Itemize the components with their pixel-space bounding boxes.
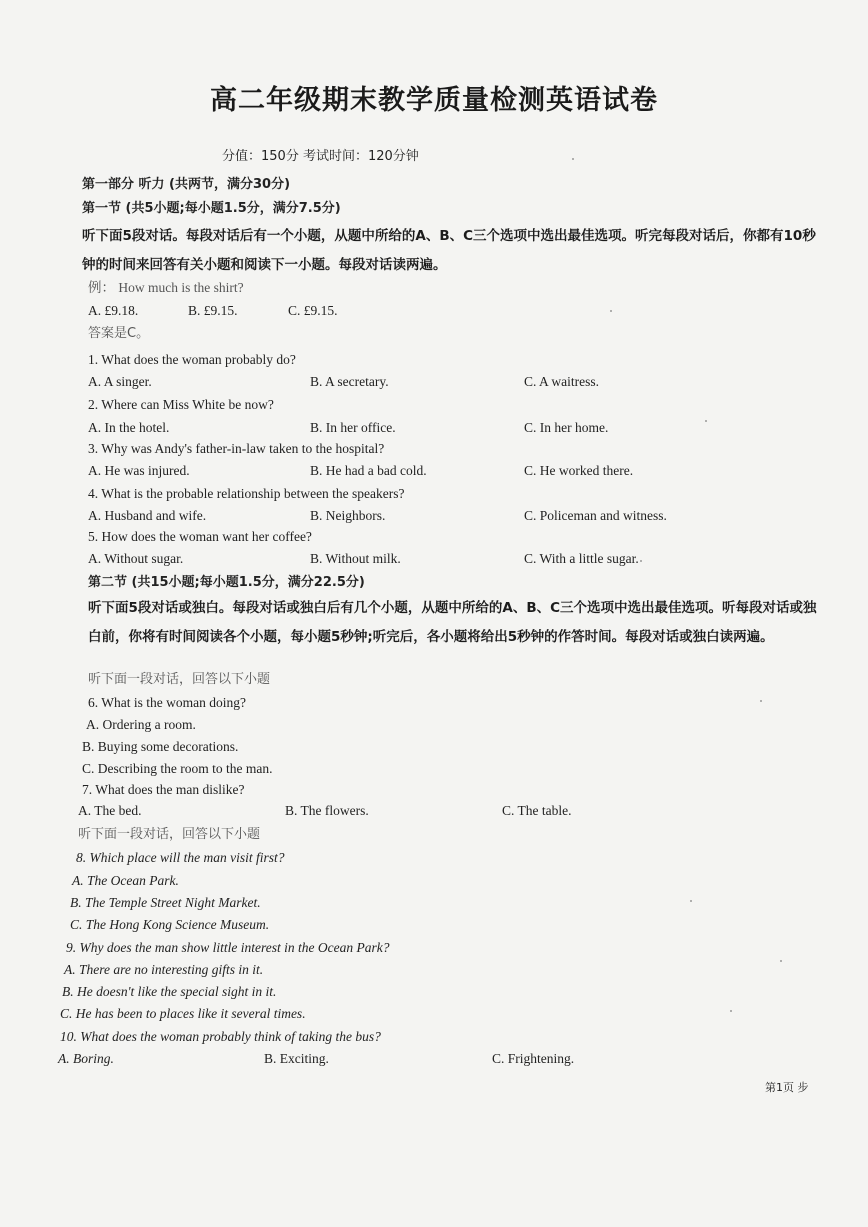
q10-option-c: C. Frightening. (492, 1051, 575, 1066)
scan-speck (640, 560, 642, 562)
dialogue-8-intro: 听下面一段对话，回答以下小题 (78, 827, 261, 842)
example-option-a: A. £9.18. (88, 303, 139, 318)
question-6: 6. What is the woman doing? (88, 695, 246, 710)
example-option-b: B. £9.15. (188, 303, 238, 318)
question-9: 9. Why does the man show little interest in the Ocean Park? (66, 940, 390, 955)
scan-speck (572, 158, 574, 160)
q6-option-a: A. Ordering a room. (86, 717, 196, 732)
q6-option-b: B. Buying some decorations. (82, 739, 239, 754)
dialogue-6-intro: 听下面一段对话，回答以下小题 (88, 672, 271, 687)
question-5: 5. How does the woman want her coffee? (88, 529, 312, 544)
q4-option-c: C. Policeman and witness. (524, 508, 667, 523)
section-1-instructions: 听下面5段对话。每段对话后有一个小题，从题中所给的A、B、C三个选项中选出最佳选项。听完每段对话后，你都有10秒钟的时间来回答有关小题和阅读下一小题。每段对话读两遍。 (82, 228, 816, 273)
q4-option-b: B. Neighbors. (310, 508, 386, 523)
question-1: 1. What does the woman probably do? (88, 352, 296, 367)
q5-option-c: C. With a little sugar. (524, 551, 639, 566)
q9-option-c: C. He has been to places like it several times. (60, 1006, 306, 1021)
q5-option-b: B. Without milk. (310, 551, 401, 566)
q10-option-a: A. Boring. (58, 1051, 114, 1066)
q9-option-a: A. There are no interesting gifts in it. (64, 962, 264, 977)
example-answer: 答案是C。 (88, 326, 150, 341)
section-2-instructions: 听下面5段对话或独白。每段对话或独白后有几个小题，从题中所给的A、B、C三个选项中选出最佳选项。听每段对话或独白前，你将有时间阅读各个小题，每小题5秒钟;听完后，各小题将给出5秒钟的作答时间。每段对话或独白读两遍。 (88, 600, 817, 645)
q9-option-b: B. He doesn't like the special sight in it. (62, 984, 277, 999)
question-10: 10. What does the woman probably think of taking the bus? (60, 1029, 381, 1044)
q1-option-c: C. A waitress. (524, 374, 600, 389)
question-3: 3. Why was Andy's father-in-law taken to the hospital? (88, 441, 385, 456)
q5-option-a: A. Without sugar. (88, 551, 184, 566)
part-1-heading: 第一部分 听力 (共两节，满分30分) (82, 177, 291, 192)
q3-option-c: C. He worked there. (524, 463, 634, 478)
scan-speck (730, 1010, 732, 1012)
exam-title: 高二年级期末教学质量检测英语试卷 (210, 85, 658, 116)
q2-option-b: B. In her office. (310, 420, 396, 435)
q1-option-a: A. A singer. (88, 374, 152, 389)
scan-speck (705, 420, 707, 422)
q3-option-a: A. He was injured. (88, 463, 190, 478)
q7-option-b: B. The flowers. (285, 803, 369, 818)
scan-speck (780, 960, 782, 962)
q3-option-b: B. He had a bad cold. (310, 463, 427, 478)
q6-option-c: C. Describing the room to the man. (82, 761, 273, 776)
q2-option-a: A. In the hotel. (88, 420, 170, 435)
question-4: 4. What is the probable relationship between the speakers? (88, 486, 405, 501)
q7-option-c: C. The table. (502, 803, 572, 818)
question-8: 8. Which place will the man visit first? (76, 850, 285, 865)
scan-speck (760, 700, 762, 702)
exam-meta: 分值：150分 考试时间：120分钟 (222, 149, 419, 164)
scan-speck (690, 900, 692, 902)
question-7: 7. What does the man dislike? (82, 782, 245, 797)
example-option-c: C. £9.15. (288, 303, 338, 318)
q8-option-c: C. The Hong Kong Science Museum. (70, 917, 270, 932)
section-1-heading: 第一节 (共5小题;每小题1.5分，满分7.5分) (82, 201, 341, 216)
q1-option-b: B. A secretary. (310, 374, 389, 389)
q7-option-a: A. The bed. (78, 803, 142, 818)
q8-option-a: A. The Ocean Park. (72, 873, 179, 888)
q2-option-c: C. In her home. (524, 420, 609, 435)
q10-option-b: B. Exciting. (264, 1051, 329, 1066)
section-2-heading: 第二节 (共15小题;每小题1.5分，满分22.5分) (88, 575, 365, 590)
q4-option-a: A. Husband and wife. (88, 508, 207, 523)
page-footer: 第1页 步 (765, 1081, 809, 1094)
scan-speck (610, 310, 612, 312)
example-question: 例： How much is the shirt? (88, 280, 244, 295)
q8-option-b: B. The Temple Street Night Market. (70, 895, 261, 910)
question-2: 2. Where can Miss White be now? (88, 397, 274, 412)
